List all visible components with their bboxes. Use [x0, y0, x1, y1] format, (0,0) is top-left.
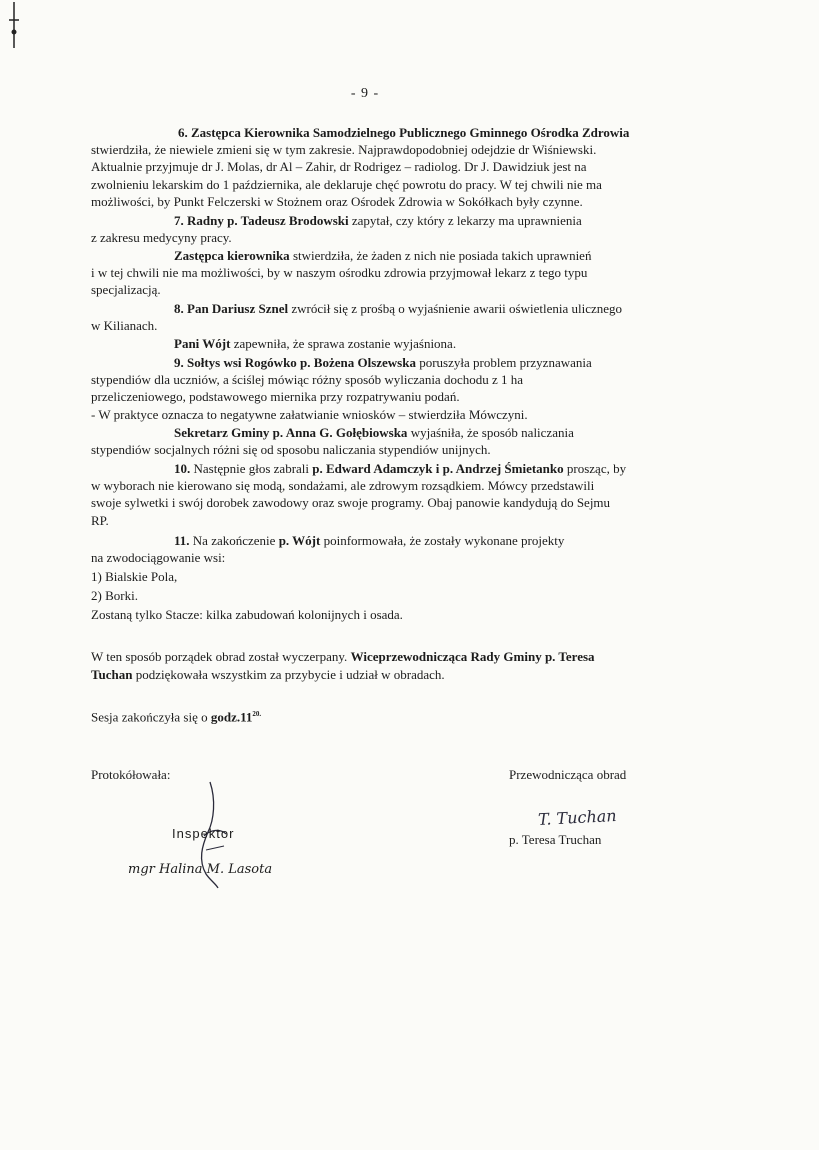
- item-number: 6.: [178, 125, 188, 140]
- paragraph-7-line-2: z zakresu medycyny pracy.: [91, 230, 232, 245]
- item-number: 9.: [174, 355, 184, 370]
- list-item-2: 2) Borki.: [91, 588, 138, 603]
- paragraph-10-line-4: RP.: [91, 513, 109, 528]
- speaker-name: Zastępca kierownika: [174, 248, 290, 263]
- item-number: 8.: [174, 301, 184, 316]
- paragraph-9-line-4: - W praktyce oznacza to negatywne załatwianie wniosków – stwierdziła Mówczyni.: [91, 407, 528, 422]
- protocol-author-label: Protokółowała:: [91, 767, 171, 782]
- paragraph-11-line-1: 11. Na zakończenie p. Wójt poinformowała, że zostały wykonane projekty: [174, 533, 565, 548]
- speaker-name: Pan Dariusz Sznel: [187, 301, 289, 316]
- paragraph-6-line-4: zwolnieniu lekarskim do 1 października, ale deklaruje chęć powrotu do pracy. W tej chwili nie ma: [91, 177, 602, 192]
- stamp-name: mgr Halina M. Lasota: [128, 862, 273, 877]
- paragraph-6-line-1: [178, 124, 629, 141]
- paragraph-9-line-3: przeliczeniowego, podstawowego miernika przy rozpatrywaniu podań.: [91, 389, 460, 404]
- paragraph-10-line-1: 10. Następnie głos zabrali p. Edward Adamczyk i p. Andrzej Śmietanko prosząc, by: [174, 461, 627, 476]
- speaker-name: p. Wójt: [278, 533, 321, 548]
- paragraph-6-line-5: możliwości, by Punkt Felczerski w Stożnem oraz Ośrodek Zdrowia w Sokółkach były czynne.: [91, 194, 583, 209]
- session-end-line: Sesja zakończyła się o $godz.11^{20.}$: [91, 709, 262, 725]
- paragraph-8-line-2: w Kilianach.: [91, 318, 158, 333]
- speaker-name: Tuchan: [91, 667, 133, 682]
- item-number: 7.: [174, 213, 184, 228]
- reply-9-line-1: Sekretarz Gminy p. Anna G. Gołębiowska wyjaśniła, że sposób naliczania: [174, 425, 574, 440]
- paragraph-9-line-2: stypendiów dla uczniów, a ściślej mówiąc różny sposób wyliczania dochodu z 1 ha: [91, 372, 524, 387]
- chair-label: Przewodnicząca obrad: [509, 767, 627, 782]
- reply-7-line-1: Zastępca kierownika stwierdziła, że żaden z nich nie posiada takich uprawnień: [174, 248, 592, 263]
- end-time: godz.11: [210, 709, 253, 725]
- reply-9-line-2: stypendiów socjalnych różni się od sposobu naliczania stypendiów unijnych.: [91, 442, 491, 457]
- paragraph-11-line-2: na zwodociągowanie wsi:: [91, 550, 226, 565]
- speaker-name: Sołtys wsi Rogówko p. Bożena Olszewska: [187, 355, 416, 370]
- paragraph-6-line-3: Aktualnie przyjmuje dr J. Molas, dr Al – Zahir, dr Rodrigez – radiolog. Dr J. Dawidziuk jest na: [91, 159, 587, 174]
- speaker-name: Sekretarz Gminy p. Anna G. Gołębiowska: [174, 425, 408, 440]
- paragraph-6-line-2: stwierdziła, że niewiele zmieni się w tym zakresie. Najprawdopodobniej odejdzie dr Wiśniewski.: [91, 142, 597, 157]
- paragraph-11-line-5: Zostaną tylko Stacze: kilka zabudowań kolonijnych i osada.: [91, 607, 403, 622]
- speaker-name: Zastępca Kierownika Samodzielnego Publicznego Gminnego Ośrodka Zdrowia: [191, 125, 630, 140]
- paragraph-7-line-1: 7. Radny p. Tadeusz Brodowski zapytał, czy który z lekarzy ma uprawnienia: [174, 213, 582, 228]
- reply-7-line-2: i w tej chwili nie ma możliwości, by w naszym ośrodku zdrowia przyjmował lekarz z tego typu: [91, 265, 588, 280]
- paragraph-8-line-1: 8. Pan Dariusz Sznel zwrócił się z prośbą o wyjaśnienie awarii oświetlenia ulicznego: [174, 301, 623, 316]
- closing-line-1: W ten sposób porządek obrad został wyczerpany. Wiceprzewodnicząca Rady Gminy p. Teresa: [91, 649, 595, 664]
- reply-8-line-1: Pani Wójt zapewniła, że sprawa zostanie wyjaśniona.: [174, 336, 457, 351]
- speaker-name: Wiceprzewodnicząca Rady Gminy p. Teresa: [350, 649, 595, 664]
- closing-line-2: Tuchan podziękowała wszystkim za przybycie i udział w obradach.: [91, 667, 445, 682]
- page-number: - 9 -: [350, 86, 380, 101]
- speaker-name: Radny p. Tadeusz Brodowski: [187, 213, 349, 228]
- paragraph-10-line-2: w wyborach nie kierowano się modą, sondażami, ale zdrowym rozsądkiem. Mówcy przedstawili: [91, 478, 595, 493]
- paragraph-10-line-3: swoje sylwetki i swój dorobek zawodowy oraz swoje programy. Obaj panowie kandydują do Sejmu: [91, 495, 611, 510]
- paragraph-9-line-1: 9. Sołtys wsi Rogówko p. Bożena Olszewska poruszyła problem przyznawania: [174, 355, 592, 370]
- item-number: 10.: [174, 461, 191, 476]
- item-number: 11.: [174, 533, 190, 548]
- handwritten-signature: T. Tuchan: [537, 805, 618, 830]
- binder-hole-mark: [4, 2, 24, 50]
- reply-7-line-3: specjalizacją.: [91, 282, 161, 297]
- end-time-minutes: 20.: [252, 710, 262, 718]
- chair-name: p. Teresa Truchan: [509, 832, 602, 847]
- speaker-name: Pani Wójt: [174, 336, 231, 351]
- speaker-name: p. Edward Adamczyk i p. Andrzej Śmietanko: [312, 461, 564, 476]
- stamp-title: Inspektor: [172, 826, 235, 841]
- list-item-1: 1) Bialskie Pola,: [91, 569, 178, 584]
